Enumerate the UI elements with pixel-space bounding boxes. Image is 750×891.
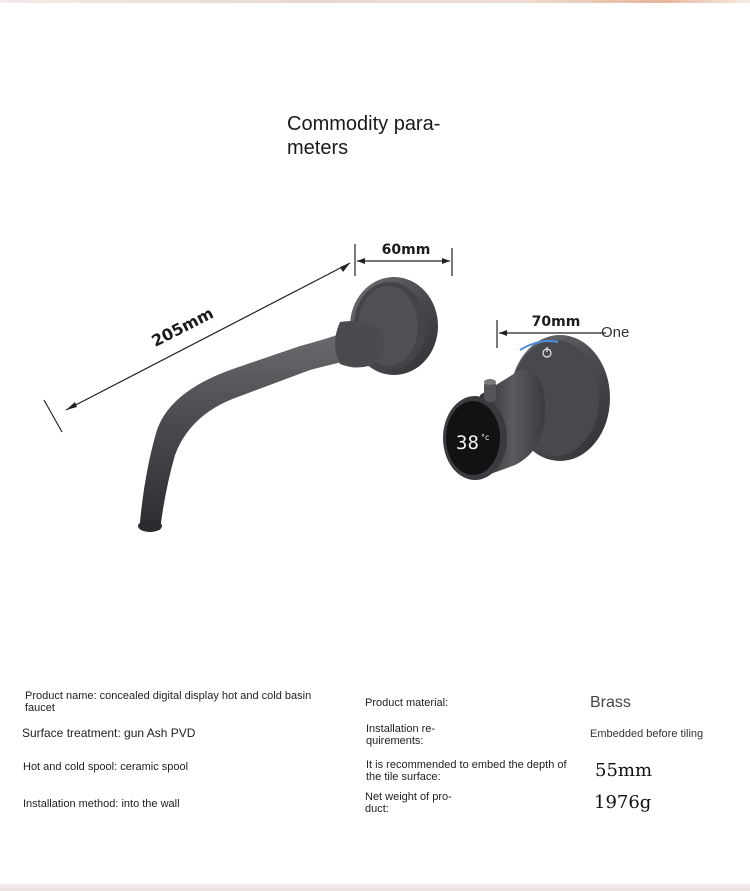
bottom-decor-strip: [0, 884, 750, 891]
extension-line: [44, 400, 62, 432]
spec-embed-depth-label: It is recommended to embed the depth of the tile surface:: [366, 759, 567, 783]
spec-net-weight-value: 1976g: [594, 792, 652, 813]
section-title: Commodity para- meters: [287, 113, 441, 159]
dimension-label-70mm: 70mm: [531, 314, 581, 330]
spec-installation-req-value: Embedded before tiling: [590, 728, 704, 740]
spec-net-weight-label: Net weight of pro- duct:: [365, 791, 452, 815]
spec-installation-method: Installation method: into the wall: [23, 798, 180, 810]
spec-installation-req-label: Installation re- quirements:: [366, 723, 436, 747]
spec-product-name: Product name: concealed digital display hot and cold basin faucet: [25, 690, 312, 714]
spec-material-label: Product material:: [365, 697, 449, 709]
spout-pipe: [138, 321, 384, 532]
arrow-head: [66, 402, 77, 410]
arrow-head: [499, 330, 507, 336]
dimension-label-205mm: 205mm: [148, 303, 217, 351]
spec-spool: Hot and cold spool: ceramic spool: [23, 761, 189, 773]
arrow-head: [357, 258, 365, 264]
arrow-head: [340, 263, 350, 272]
note-label: One: [601, 324, 630, 341]
valve-knob: [443, 370, 545, 480]
dimension-label-60mm: 60mm: [381, 242, 431, 258]
spec-material-value: Brass: [590, 694, 631, 711]
display-unit: °c: [481, 433, 490, 442]
spec-surface-treatment: Surface treatment: gun Ash PVD: [22, 726, 196, 740]
arrow-head: [442, 258, 450, 264]
spec-embed-depth-value: 55mm: [595, 760, 653, 781]
dimension-60mm: [355, 242, 452, 276]
display-temperature: 38: [456, 432, 479, 454]
